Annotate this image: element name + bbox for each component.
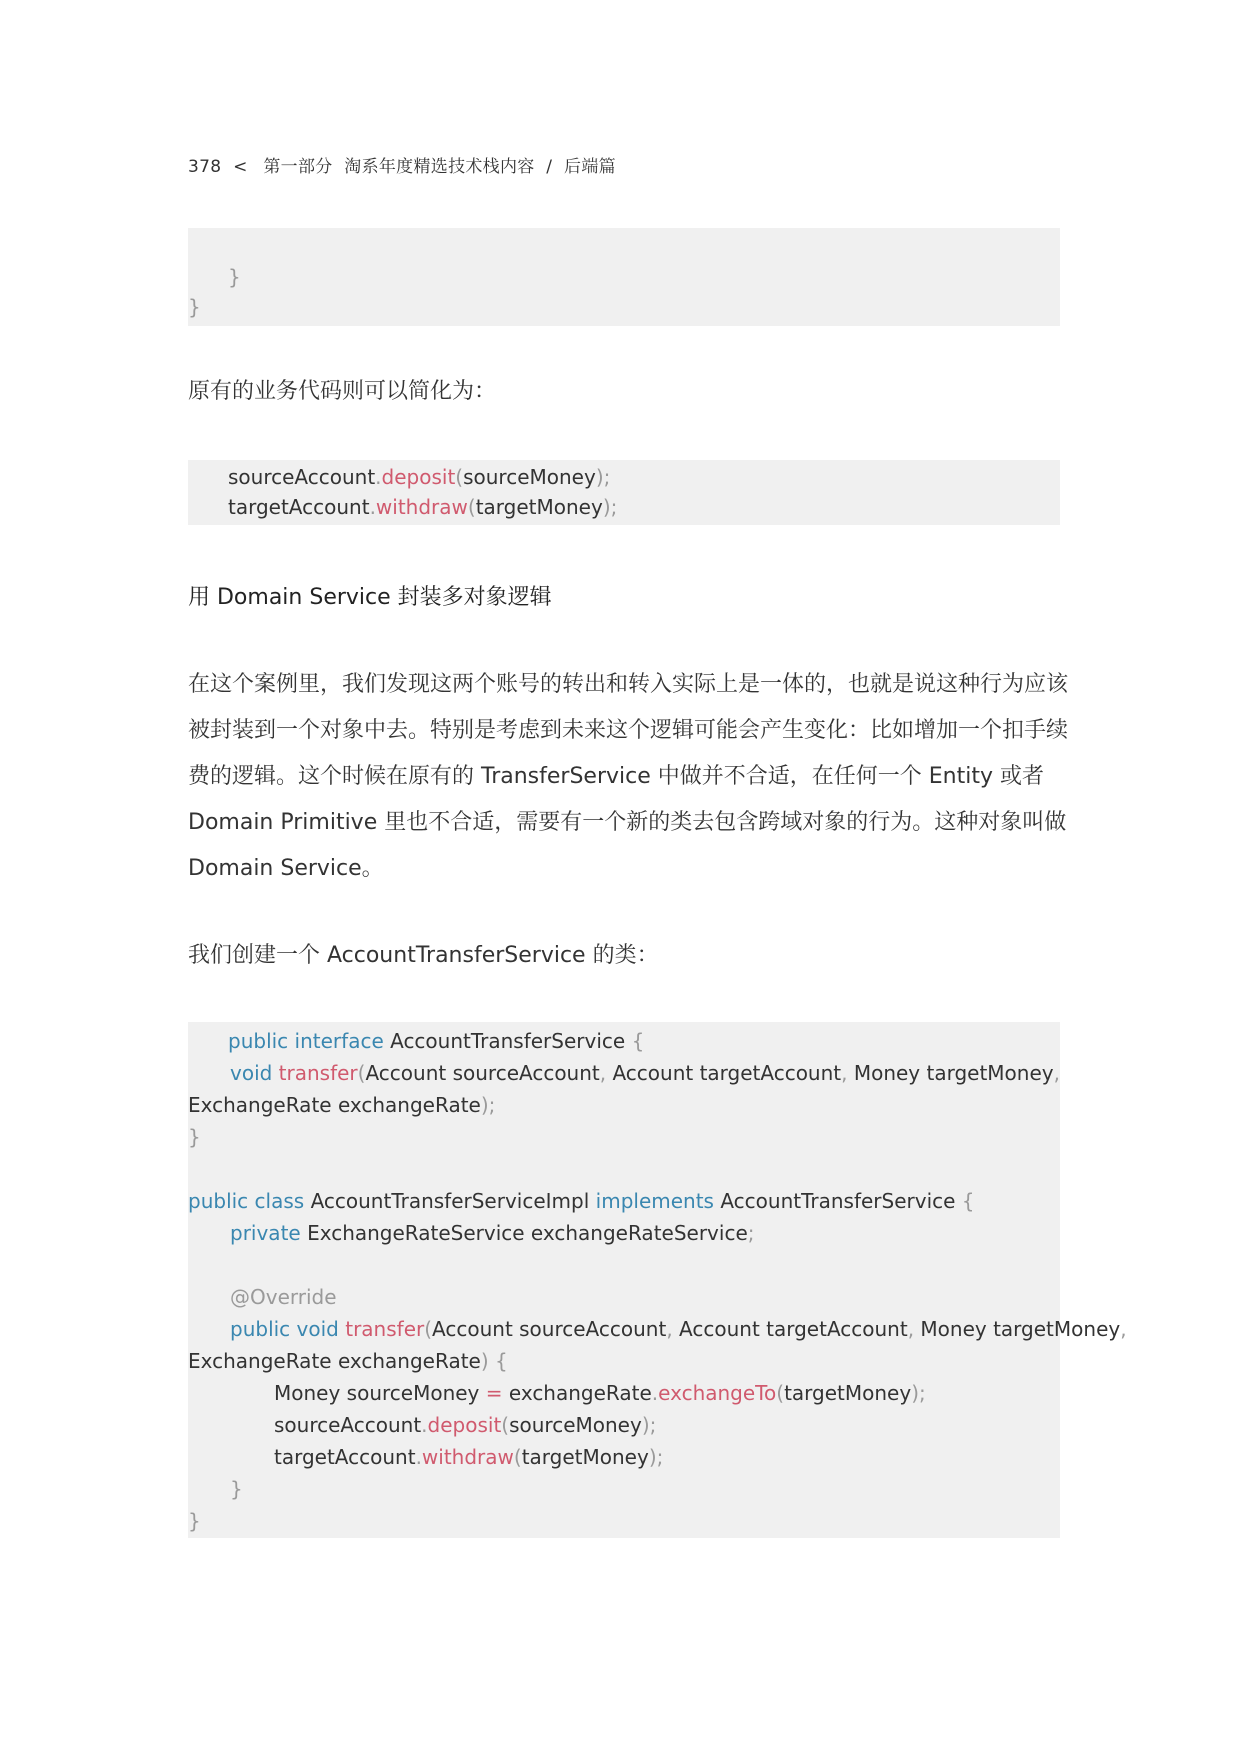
code-block-domain-service xyxy=(188,1022,1127,1538)
page-number: 378 xyxy=(188,157,222,177)
code-block-continuation xyxy=(188,228,1060,326)
code-line: targetAccount.withdraw(targetMoney); xyxy=(274,1445,664,1469)
running-header xyxy=(188,152,616,177)
body-line: 在这个案例里，我们发现这两个账号的转出和转入实际上是一体的，也就是说这种行为应该 xyxy=(188,672,1069,697)
code-line: ExchangeRate exchangeRate); xyxy=(188,1093,496,1117)
code-line: private ExchangeRateService exchangeRateService; xyxy=(230,1221,755,1245)
code-line: sourceAccount.deposit(sourceMoney); xyxy=(228,465,611,489)
code-line: void transfer(Account sourceAccount, Account targetAccount, Money targetMoney, xyxy=(230,1061,1060,1085)
header-slash: / xyxy=(546,157,553,177)
code-line xyxy=(228,264,241,290)
header-part: 第一部分 xyxy=(263,157,333,177)
code-line: } xyxy=(230,1477,243,1501)
body-line: 被封装到一个对象中去。特别是考虑到未来这个逻辑可能会产生变化：比如增加一个扣手续 xyxy=(188,718,1069,743)
header-section: 后端篇 xyxy=(564,157,616,177)
code-block-simplified xyxy=(188,460,1060,525)
code-line: public class AccountTransferServiceImpl implements AccountTransferService { xyxy=(188,1189,975,1213)
code-line xyxy=(188,294,201,320)
code-line: public void transfer(Account sourceAccount, Account targetAccount, Money targetMoney, xyxy=(230,1317,1127,1341)
code-line: sourceAccount.deposit(sourceMoney); xyxy=(274,1413,657,1437)
code-brace: } xyxy=(188,295,201,319)
code-line: ExchangeRate exchangeRate) { xyxy=(188,1349,508,1373)
code-brace: } xyxy=(228,265,241,289)
code-line: } xyxy=(188,1125,201,1149)
code-line: } xyxy=(188,1509,201,1533)
body-line: Domain Primitive 里也不合适，需要有一个新的类去包含跨域对象的行为。这种对象叫做 xyxy=(188,810,1067,835)
header-book: 淘系年度精选技术栈内容 xyxy=(344,157,535,177)
paragraph-create-class: 我们创建一个 AccountTransferService 的类： xyxy=(188,943,659,968)
section-heading: 用 Domain Service 封装多对象逻辑 xyxy=(188,585,552,610)
paragraph-simplified-intro: 原有的业务代码则可以简化为： xyxy=(188,379,497,404)
code-line: public interface AccountTransferService { xyxy=(228,1029,645,1053)
code-line: Money sourceMoney = exchangeRate.exchangeTo(targetMoney); xyxy=(274,1381,926,1405)
body-line: Domain Service。 xyxy=(188,856,384,881)
code-line: targetAccount.withdraw(targetMoney); xyxy=(228,495,618,519)
code-line: @Override xyxy=(230,1285,337,1309)
body-line: 费的逻辑。这个时候在原有的 TransferService 中做并不合适，在任何一个 Entity 或者 xyxy=(188,764,1044,789)
header-separator: < xyxy=(233,157,248,177)
